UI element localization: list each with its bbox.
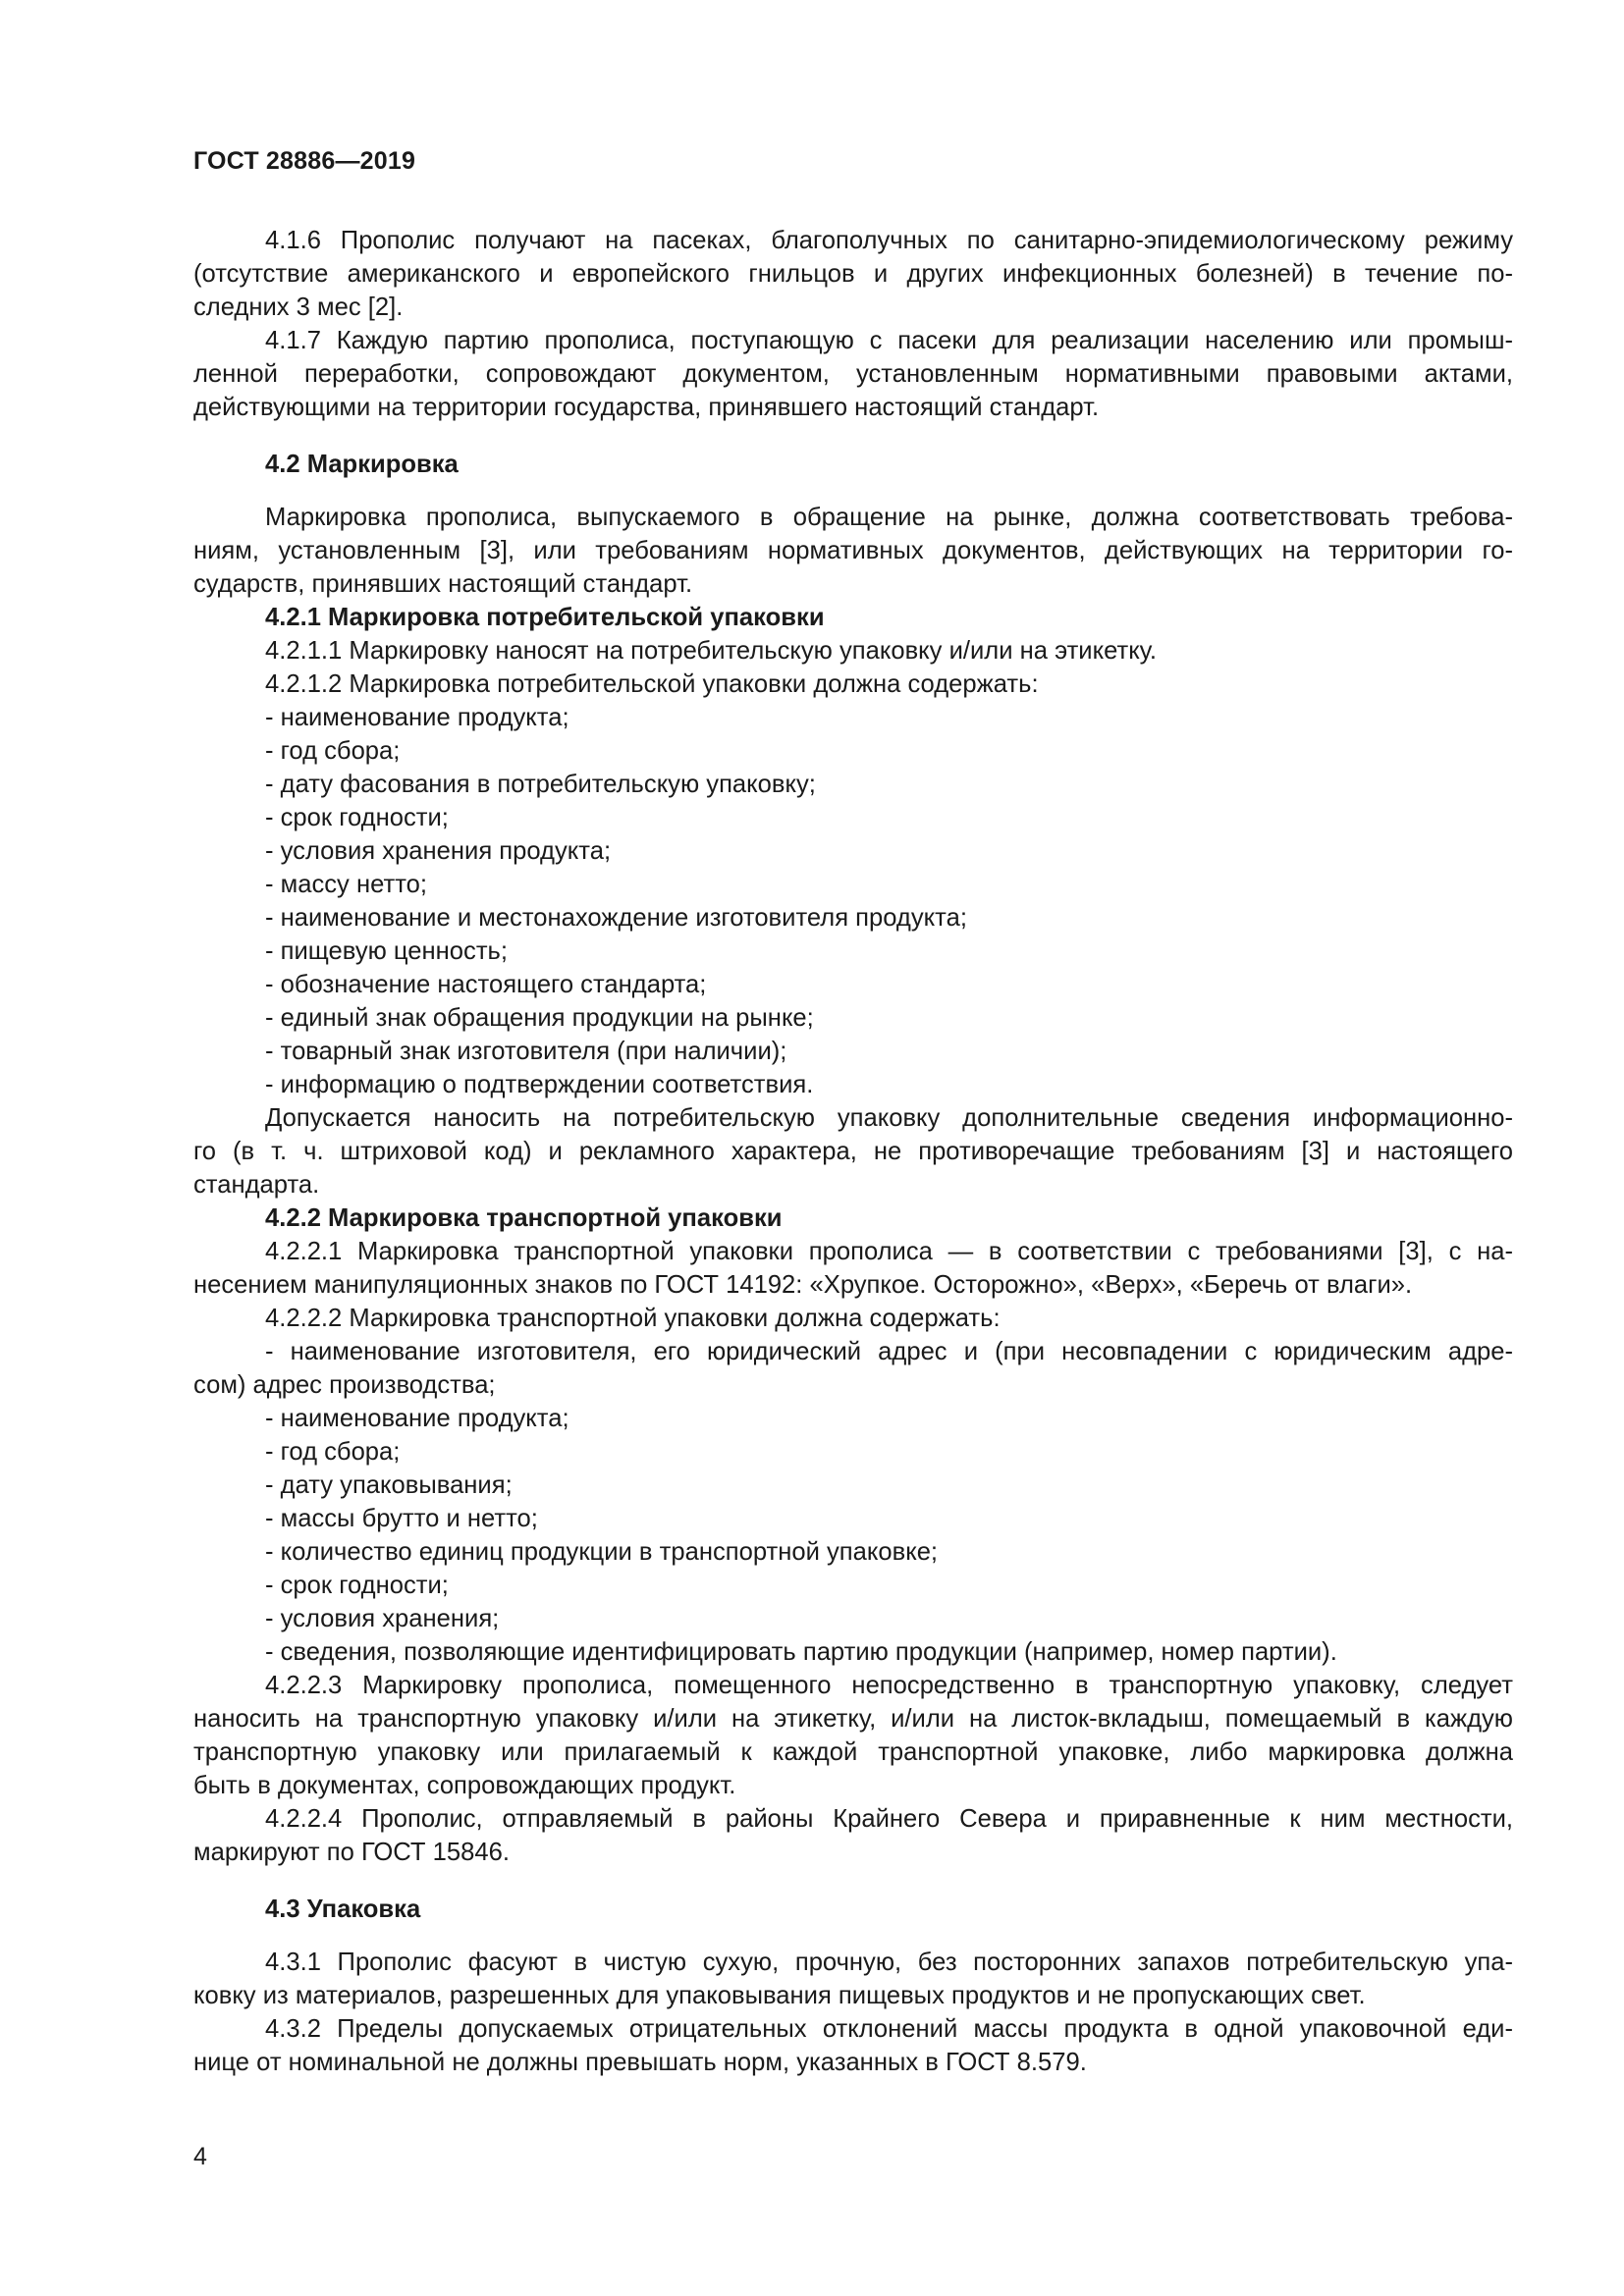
para-4-1-6-line-1: 4.1.6 Прополис получают на пасеках, благополучных по санитарно-эпидемиологическому режиму <box>265 227 1513 254</box>
document-header: ГОСТ 28886—2019 <box>193 147 416 175</box>
para-4-2-2-1-line-2: несением манипуляционных знаков по ГОСТ 14192: «Хрупкое. Осторожно», «Верх», «Беречь от влаги». <box>193 1271 1413 1299</box>
list-item-first-line-1: - наименование изготовителя, его юридический адрес и (при несовпадении с юридическим адре- <box>265 1338 1513 1365</box>
para-4-2-line-1: Маркировка прополиса, выпускаемого в обращение на рынке, должна соответствовать требова- <box>265 504 1513 531</box>
para-4-1-6-line-3: следних 3 мес [2]. <box>193 294 404 321</box>
page-number: 4 <box>193 2143 207 2170</box>
list-item: - пищевую ценность; <box>265 937 509 965</box>
para-4-2-2-3-line-3: транспортную упаковку или прилагаемый к каждой транспортной упаковке, либо маркировка должна <box>193 1738 1513 1766</box>
list-item: - срок годности; <box>265 804 449 831</box>
para-4-2-2-4-line-1: 4.2.2.4 Прополис, отправляемый в районы Крайнего Севера и приравненные к ним местности, <box>265 1805 1513 1833</box>
para-4-1-7-line-1: 4.1.7 Каждую партию прополиса, поступающую с пасеки для реализации населению или промыш- <box>265 327 1513 354</box>
para-allow-line-2: го (в т. ч. штриховой код) и рекламного характера, не противоречащие требованиям [3] и настоящего <box>193 1138 1513 1165</box>
para-4-2-line-2: ниям, установленным [3], или требованиям нормативных документов, действующих на территории го- <box>193 537 1513 564</box>
para-4-2-2-1-line-1: 4.2.2.1 Маркировка транспортной упаковки прополиса — в соответствии с требованиями [3], с на- <box>265 1238 1513 1265</box>
list-item: - условия хранения продукта; <box>265 837 612 865</box>
list-item: - наименование продукта; <box>265 704 569 731</box>
list-item: - массы брутто и нетто; <box>265 1505 538 1532</box>
list-item: - условия хранения; <box>265 1605 500 1632</box>
list-item: - дату упаковывания; <box>265 1471 513 1499</box>
para-4-2-1-2: 4.2.1.2 Маркировка потребительской упаковки должна содержать: <box>265 670 1039 698</box>
heading-4-3: 4.3 Упаковка <box>265 1896 421 1923</box>
para-4-1-6-line-2: (отсутствие американского и европейского гнильцов и других инфекционных болезней) в течение по- <box>193 260 1513 288</box>
para-allow-line-1: Допускается наносить на потребительскую упаковку дополнительные сведения информационно- <box>265 1104 1513 1132</box>
heading-4-2-2: 4.2.2 Маркировка транспортной упаковки <box>265 1204 783 1232</box>
list-item: - год сбора; <box>265 1438 401 1466</box>
para-4-2-2-3-line-1: 4.2.2.3 Маркировку прополиса, помещенного непосредственно в транспортную упаковку, следует <box>265 1672 1513 1699</box>
para-allow-line-3: стандарта. <box>193 1171 320 1199</box>
heading-4-2: 4.2 Маркировка <box>265 451 459 478</box>
document-body <box>193 224 1513 2079</box>
list-item: - единый знак обращения продукции на рынке; <box>265 1004 814 1032</box>
para-4-2-1-1: 4.2.1.1 Маркировку наносят на потребительскую упаковку и/или на этикетку. <box>265 637 1158 665</box>
para-4-3-2-line-1: 4.3.2 Пределы допускаемых отрицательных отклонений массы продукта в одной упаковочной еди- <box>265 2015 1513 2043</box>
list-item-first-line-2: сом) адрес производства; <box>193 1371 496 1399</box>
list-item: - массу нетто; <box>265 871 427 898</box>
list-item: - обозначение настоящего стандарта; <box>265 971 707 998</box>
list-item: - срок годности; <box>265 1572 449 1599</box>
list-item: - товарный знак изготовителя (при наличии); <box>265 1038 787 1065</box>
para-4-3-1-line-1: 4.3.1 Прополис фасуют в чистую сухую, прочную, без посторонних запахов потребительскую упа- <box>265 1949 1513 1976</box>
para-4-1-7-line-3: действующими на территории государства, принявшего настоящий стандарт. <box>193 394 1100 421</box>
para-4-2-2-2: 4.2.2.2 Маркировка транспортной упаковки должна содержать: <box>265 1305 1001 1332</box>
para-4-3-2-line-2: нице от номинальной не должны превышать норм, указанных в ГОСТ 8.579. <box>193 2049 1087 2076</box>
list-item: - год сбора; <box>265 737 401 765</box>
para-4-2-line-3: сударств, принявших настоящий стандарт. <box>193 570 693 598</box>
list-item: - информацию о подтверждении соответствия. <box>265 1071 814 1098</box>
list-item: - сведения, позволяющие идентифицировать партию продукции (например, номер партии). <box>265 1638 1337 1666</box>
para-4-2-2-3-line-2: наносить на транспортную упаковку и/или на этикетку, и/или на листок-вкладыш, помещаемый в каждую <box>193 1705 1513 1733</box>
list-item: - наименование продукта; <box>265 1405 569 1432</box>
para-4-2-2-4-line-2: маркируют по ГОСТ 15846. <box>193 1839 510 1866</box>
para-4-2-2-3-line-4: быть в документах, сопровождающих продукт. <box>193 1772 736 1799</box>
list-item: - наименование и местонахождение изготовителя продукта; <box>265 904 967 932</box>
list-item: - дату фасования в потребительскую упаковку; <box>265 771 816 798</box>
heading-4-2-1: 4.2.1 Маркировка потребительской упаковки <box>265 604 825 631</box>
para-4-1-7-line-2: ленной переработки, сопровождают документом, установленным нормативными правовыми актами, <box>193 360 1513 388</box>
para-4-3-1-line-2: ковку из материалов, разрешенных для упаковывания пищевых продуктов и не пропускающих свет. <box>193 1982 1366 2009</box>
list-item: - количество единиц продукции в транспортной упаковке; <box>265 1538 939 1566</box>
